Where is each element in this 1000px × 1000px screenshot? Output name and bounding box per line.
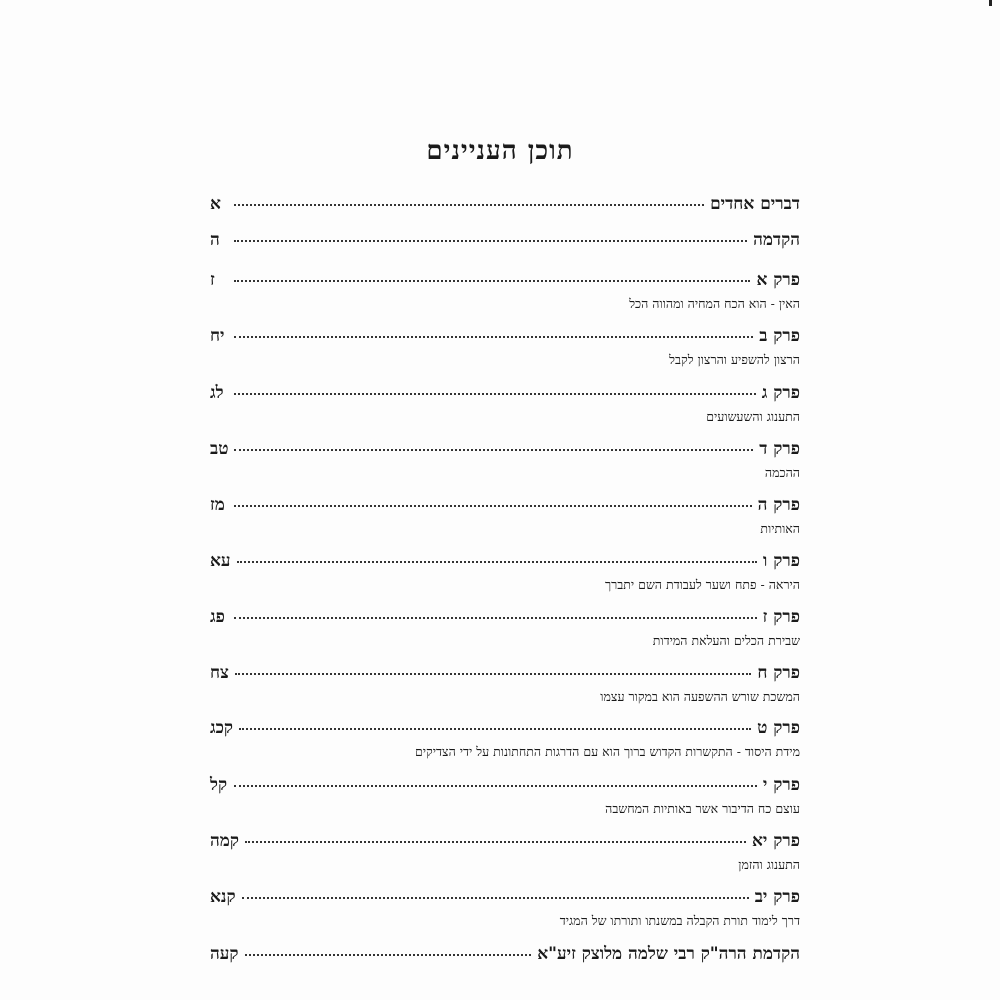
dot-leader <box>234 437 753 451</box>
dot-leader <box>234 381 756 395</box>
dot-leader <box>239 716 751 730</box>
toc-entry-page: ה <box>210 230 220 250</box>
toc-entry-label: פרק ג <box>761 383 800 403</box>
toc-entry-page: צח <box>210 663 229 683</box>
dot-leader <box>242 885 749 899</box>
toc-entry <box>210 495 800 537</box>
scan-corner-mark <box>989 0 992 6</box>
toc-entry-subtitle: מידת היסוד - התקשרות הקדוש ברוך הוא עם הדרגות התחתונות על ידי הצדיקים <box>414 744 800 759</box>
dot-leader <box>245 942 532 956</box>
toc-entry <box>210 718 800 760</box>
toc-entry-label: פרק ח <box>757 663 800 683</box>
toc-entry-subtitle: עוצם כח הדיבור אשר באותיות המחשבה <box>605 801 800 816</box>
toc-entry-page: קעה <box>210 944 239 964</box>
toc-entry-label: פרק ז <box>762 607 800 627</box>
toc-entry-label: פרק ט <box>757 718 800 738</box>
dot-leader <box>234 493 752 507</box>
toc-entry-label: הקדמה <box>753 230 800 250</box>
toc-entry-page: קל <box>210 775 228 795</box>
toc-entry-page: יח <box>210 326 225 346</box>
dot-leader <box>234 324 753 338</box>
toc-entry-page: קכג <box>210 718 234 738</box>
toc-entry-label: הקדמת הרה"ק רבי שלמה מלוצק זיע"א <box>537 944 800 964</box>
toc-entry-page: קמה <box>210 831 239 851</box>
dot-leader <box>234 228 747 242</box>
toc-entry-subtitle: דרך לימוד תורת הקבלה במשנתו ותורתו של המגיד <box>559 913 800 928</box>
toc-entry <box>210 383 800 425</box>
toc-entry <box>210 944 800 966</box>
toc-entry-page: עא <box>210 551 231 571</box>
toc-entry-page: מז <box>210 495 225 515</box>
toc-entry-page: ז <box>210 270 215 290</box>
toc-entry-subtitle: התענוג והזמן <box>738 857 800 872</box>
dot-leader <box>237 549 757 563</box>
toc-entry-label: פרק ו <box>763 551 800 571</box>
toc-entry-subtitle: התענוג והשעשועים <box>706 409 800 424</box>
toc-entry-page: לג <box>210 383 224 403</box>
toc-entry-label: פרק ה <box>757 495 800 515</box>
toc-entry <box>210 326 800 368</box>
page-title: תוכן העניינים <box>426 136 574 166</box>
toc-entry-label: פרק א <box>756 270 800 290</box>
toc-entry-label: פרק י <box>762 775 800 795</box>
toc-entry <box>210 439 800 481</box>
toc-entry <box>210 663 800 705</box>
toc-entry-subtitle: היראה - פתח ושער לעבודת השם יתברך <box>604 577 800 592</box>
dot-leader <box>234 268 750 282</box>
toc-entry-subtitle: האין - הוא הכח המחיה ומהווה הכל <box>629 296 800 311</box>
toc-entry <box>210 230 800 252</box>
dot-leader <box>234 192 704 206</box>
toc-entry-subtitle: ההכמה <box>764 465 800 480</box>
toc-entry <box>210 270 800 312</box>
toc-entry <box>210 831 800 873</box>
toc-entry-label: פרק יב <box>754 887 800 907</box>
dot-leader <box>234 773 757 787</box>
toc-entry-page: א <box>210 194 221 214</box>
dot-leader <box>235 661 751 675</box>
toc-entry-subtitle: הרצון להשפיע והרצון לקבל <box>669 352 800 367</box>
dot-leader <box>234 605 757 619</box>
toc-entry-label: פרק ד <box>759 439 800 459</box>
table-of-contents <box>210 0 800 1000</box>
toc-entry-subtitle: האותיות <box>760 521 800 536</box>
toc-entry <box>210 887 800 929</box>
toc-entry-label: פרק ב <box>759 326 800 346</box>
dot-leader <box>245 829 746 843</box>
toc-entry-page: טב <box>210 439 229 459</box>
toc-entry <box>210 551 800 593</box>
toc-entry <box>210 607 800 649</box>
toc-entry-subtitle: שבירת הכלים והעלאת המידות <box>652 633 800 648</box>
toc-entry <box>210 194 800 216</box>
toc-entry-subtitle: המשכת שורש ההשפעה הוא במקור עצמו <box>600 689 800 704</box>
toc-entry-label: פרק יא <box>752 831 800 851</box>
toc-entry-label: דברים אחדים <box>710 194 800 214</box>
toc-entry-page: פג <box>210 607 225 627</box>
toc-entry-page: קנא <box>210 887 236 907</box>
toc-entry <box>210 775 800 817</box>
